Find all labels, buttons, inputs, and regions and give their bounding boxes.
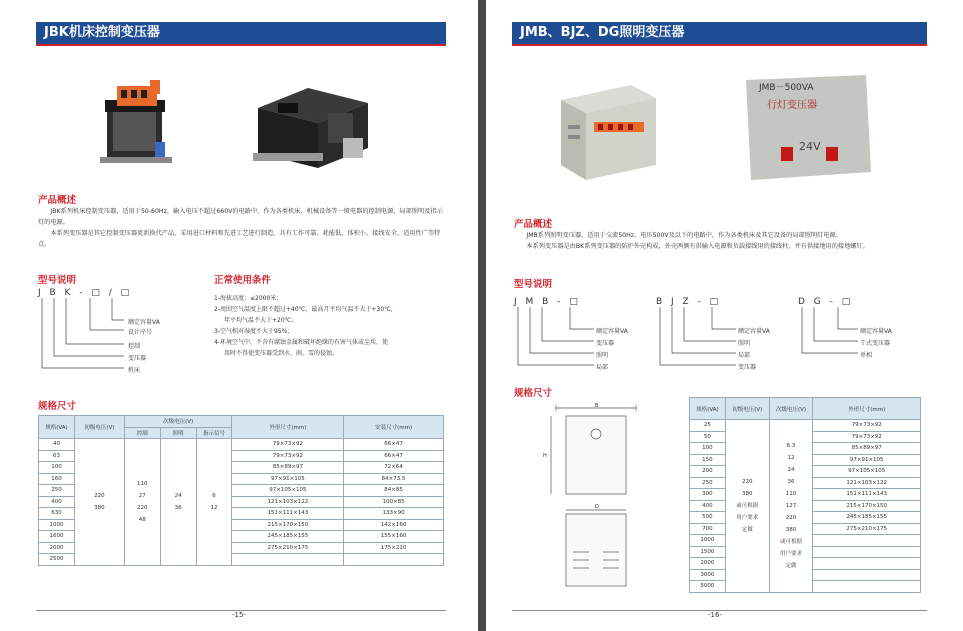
table-cell: 155×160 [344,531,444,543]
col-header: 规格(VA) [690,398,726,420]
col-header: 外形尺寸(mm) [232,416,344,439]
table-cell: 79×73×92 [232,439,344,451]
dim-h: H [543,453,547,459]
indicator-cell: 6 12 [196,439,232,566]
table-cell: 66×47 [344,439,444,451]
overview-paragraph-2: 本系列变压器是由BK系列变压器的防护外壳构成，外壳两侧有供输入电源和负载接线用的接线柱，并有供接地用的接地螺钉。 [526,243,869,250]
table-cell: 245×185×155 [813,512,921,524]
dim-b: B [595,403,599,409]
table-cell: 1000 [39,519,75,531]
table-cell: 79×73×92 [813,420,921,432]
transformer-photo-2 [248,78,378,178]
overview-heading: 产品概述 [514,219,553,230]
overview-paragraph-2: 本系列变压器是其它控制变压器更新换代产品，采用进口材料和先进工艺进行制造，具有工作可靠、耗能低、体积小、接线安全、适用性广等特点。 [38,230,441,248]
table-cell: 100×85 [344,496,444,508]
left-page [0,0,478,631]
model-label: 额定容量VA [860,328,892,335]
table-cell: 97×105×105 [232,485,344,497]
table-cell: 2000 [690,558,726,570]
transformer-photo-1 [95,72,180,172]
table-cell: 2500 [39,554,75,566]
table-cell: 3000 [690,569,726,581]
table-cell: 72×64 [344,462,444,474]
table-cell: 700 [690,523,726,535]
table-cell: 121×103×122 [813,477,921,489]
table-cell [813,558,921,570]
col-header: 照明 [160,427,196,439]
col-header: 安装尺寸(mm) [344,416,444,439]
secondary-cell: 6.3 12 24 36 110 127 220 380 或可根据 用户要求 定做 [769,420,813,593]
model-code: J B K - □ / □ [38,288,133,298]
table-cell: 250 [690,477,726,489]
page-number: -15- [232,611,246,619]
table-cell: 97×91×105 [232,473,344,485]
table-cell: 151×111×143 [232,508,344,520]
table-cell [813,535,921,547]
table-cell: 1000 [690,535,726,547]
col-header: 初级电压(V) [74,416,124,439]
dimension-drawing [541,402,651,602]
table-cell: 1600 [39,531,75,543]
model-label: 控制 [128,343,141,350]
overview-heading: 产品概述 [38,195,77,206]
table-cell: 245×185×155 [232,531,344,543]
model-label: 变压器 [128,355,147,362]
table-cell: 97×91×105 [813,454,921,466]
spec-heading: 规格尺寸 [38,401,77,412]
model-code: D G - □ [798,297,854,307]
table-cell: 25 [690,420,726,432]
col-header: 初级电压(V) [725,398,769,420]
table-cell: 79×73×92 [813,431,921,443]
table-cell: 160 [39,473,75,485]
table-cell: 630 [39,508,75,520]
table-cell: 215×170×150 [813,500,921,512]
primary-cell: 220 380 或可根据 用户要求 定做 [725,420,769,593]
table-cell: 5000 [690,581,726,593]
model-code: B J Z - □ [656,297,722,307]
model-label: 照明 [738,340,751,347]
table-cell: 151×111×143 [813,489,921,501]
table-cell: 150 [690,454,726,466]
table-cell: 200 [690,466,726,478]
table-cell: 133×90 [344,508,444,520]
right-page [486,0,963,631]
model-label: 变压器 [738,364,757,371]
table-cell [813,581,921,593]
table-cell: 66×47 [344,450,444,462]
col-header: 指示信号 [196,427,232,439]
condition-item: 4-环境空气中，不含有腐蚀金属和破坏绝缘的有害气体或尘埃，使 [214,339,388,346]
model-label: 单相 [860,352,873,359]
model-label: 干式变压器 [860,340,891,347]
table-cell [813,546,921,558]
table-cell: 84×73.5 [344,473,444,485]
jmb-500va-photo [741,72,881,192]
table-cell: 275×210×175 [813,523,921,535]
col-header: 次级电压(V) [124,416,232,428]
table-cell: 2000 [39,542,75,554]
table-cell: 400 [690,500,726,512]
title-rule [512,44,927,46]
condition-item: 年平均气温不大于+20℃； [224,317,298,324]
model-label: 机床 [128,367,141,374]
model-diagram-lines [656,307,786,372]
table-cell: 40 [39,439,75,451]
page-title: JMB、BJZ、DG照明变压器 [512,22,927,44]
table-cell: 175×210 [344,542,444,554]
spec-table [689,397,921,593]
dim-d: D [595,504,599,510]
box-label-2: 行灯变压器 [767,100,817,111]
condition-item: 2-周围空气温度上限不超过+40℃，最高月平均气温不大于+30℃， [214,306,397,313]
table-cell: 85×89×97 [232,462,344,474]
overview-paragraph-1: JMB系列照明变压器，适用于交流50Hz，电压500V及以下的电路中，作为各类机床及其它设备的局部照明灯电源。 [526,232,842,239]
model-label: 额定容量VA [738,328,770,335]
table-cell [813,569,921,581]
table-cell: 1500 [690,546,726,558]
model-code: J M B - □ [514,297,581,307]
table-cell: 275×210×175 [232,542,344,554]
box-voltage: 24V [799,140,821,153]
table-cell: 500 [690,512,726,524]
model-heading: 型号说明 [514,279,553,290]
table-cell: 100 [690,443,726,455]
box-label: JMB－500VA [759,83,814,93]
table-cell: 215×170×150 [232,519,344,531]
table-cell: 100 [39,462,75,474]
page-title: JBK机床控制变压器 [36,22,446,44]
table-cell: 142×160 [344,519,444,531]
table-cell: 85×89×97 [813,443,921,455]
model-label: 照明 [596,352,609,359]
condition-item: 用时不得使变压器受到水、雨、雪的侵蚀。 [224,350,339,357]
col-header: 外形尺寸(mm) [813,398,921,420]
title-rule [36,44,446,46]
model-label: 设计序号 [128,329,153,336]
model-label: 局部 [738,352,751,359]
model-heading: 型号说明 [38,275,77,286]
page-number: -16- [708,611,722,619]
table-cell: 250 [39,485,75,497]
model-diagram-lines [38,298,178,378]
lighting-cell: 24 36 [160,439,196,566]
primary-cell: 220 380 [74,439,124,566]
jmb-box-photo [556,80,666,185]
model-label: 额定容量VA [596,328,628,335]
spec-table [38,415,444,566]
condition-item: 3-空气相对湿度不大于95%； [214,328,294,335]
table-cell: 50 [690,431,726,443]
model-label: 变压器 [596,340,615,347]
table-cell: 97×105×105 [813,466,921,478]
table-cell: 63 [39,450,75,462]
table-cell: 300 [690,489,726,501]
condition-item: 1-海拔高度：≤2000米； [214,295,283,302]
col-header: 规格(VA) [39,416,75,439]
model-label: 局部 [596,364,609,371]
table-cell [232,554,344,566]
spec-heading: 规格尺寸 [514,388,553,399]
table-cell: 121×103×122 [232,496,344,508]
overview-paragraph-1: JBK系列机床控制变压器，适用于50-60Hz，输入电压不超过660V的电路中，作为各类机床、机械设备等一般电器的控制电源，局部照明及指示灯的电源。 [38,208,443,226]
table-cell: 400 [39,496,75,508]
model-label: 额定容量VA [128,319,160,326]
col-header: 控制 [124,427,160,439]
conditions-heading: 正常使用条件 [214,275,272,286]
col-header: 次级电压(V) [769,398,813,420]
table-cell: 84×85 [344,485,444,497]
table-cell [344,554,444,566]
model-diagram-lines [514,307,644,372]
table-cell: 79×73×92 [232,450,344,462]
control-cell: 110 27 220 48 [124,439,160,566]
